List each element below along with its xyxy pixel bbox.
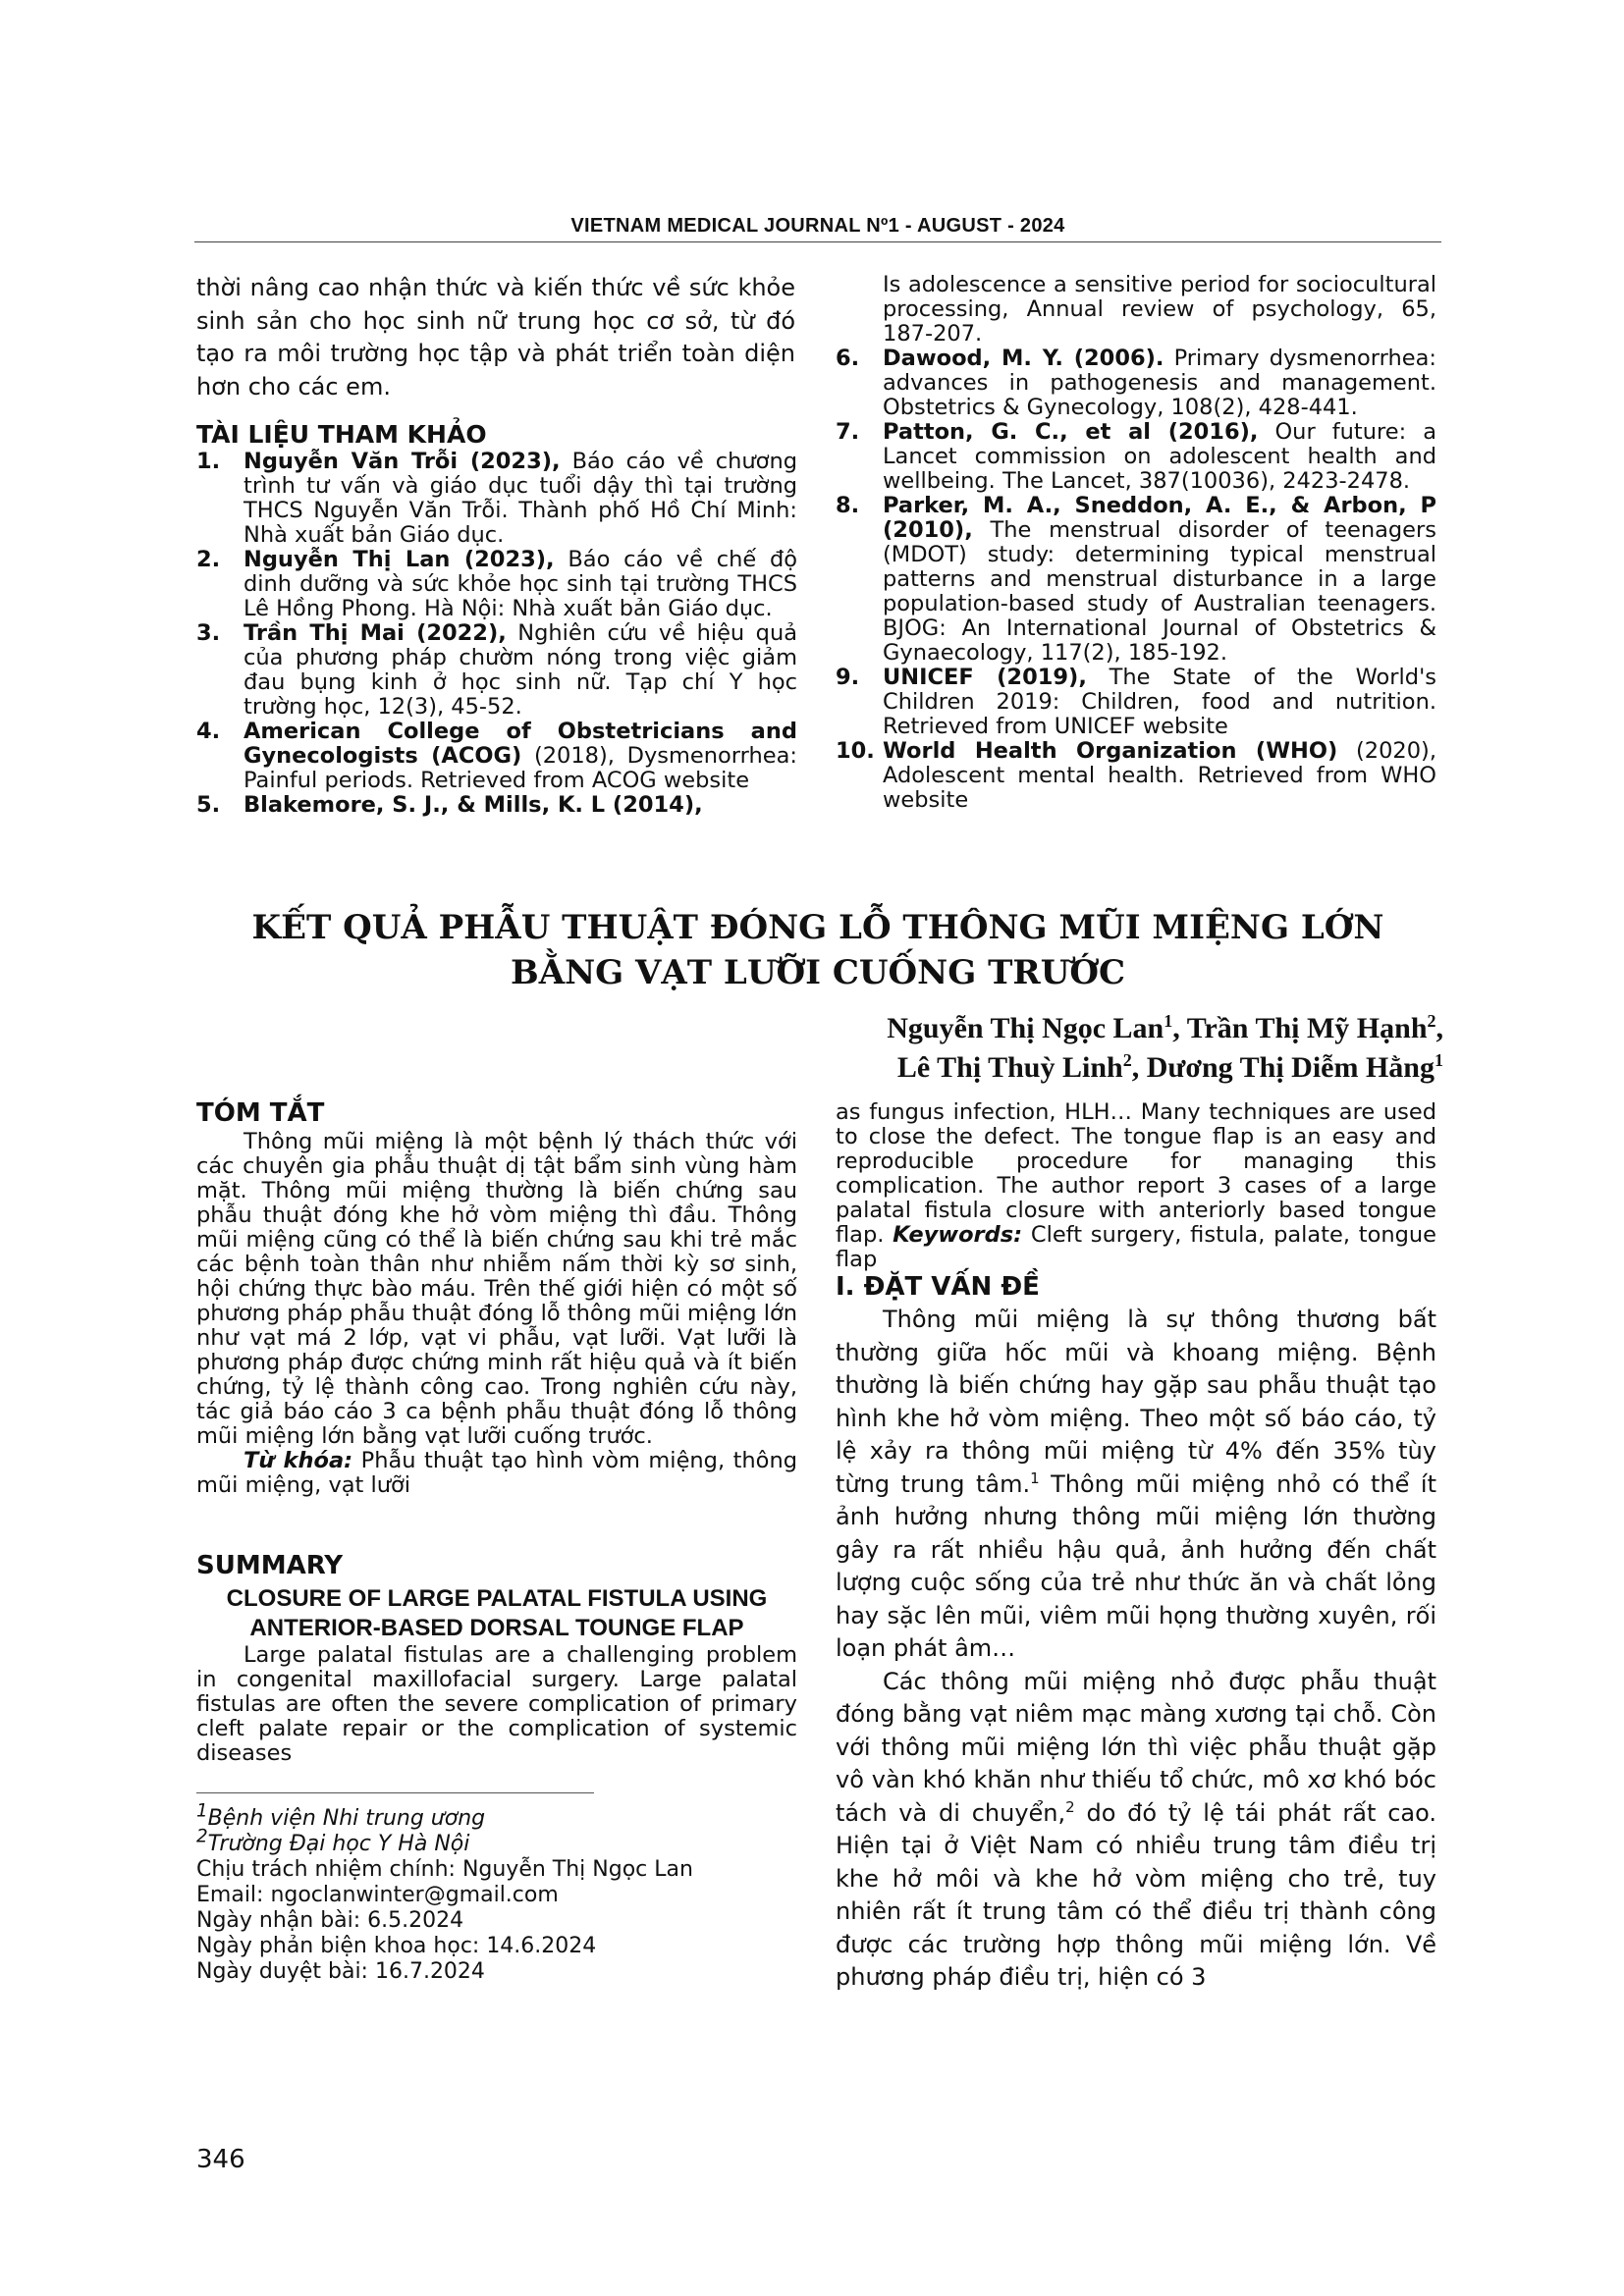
article-title <box>194 905 1441 995</box>
email: Email: ngoclanwinter@gmail.com <box>196 1883 559 1907</box>
running-header: VIETNAM MEDICAL JOURNAL Nº1 - AUGUST - 2024 <box>570 215 1065 237</box>
authors-line: Lê Thị Thuỳ Linh$^2$, Dương Thị Diễm Hằng$^1$ <box>896 1050 1443 1084</box>
authors <box>766 1009 1443 1088</box>
reference-item: 8. Parker, M. A., Sneddon, A. E., & Arbon, P (2010), The menstrual disorder of teenagers (MDOT) study: determining typical menstrual patterns and menstrual disturbance in a large population-based study of Australian teenagers. BJOG: An International Journal of Obstetrics & Gynaecology, 117(2), 185-192. <box>836 493 1436 666</box>
article-title-line: BẰNG VẠT LƯỠI CUỐNG TRƯỚC <box>510 953 1126 992</box>
intro-paragraph-2: Các thông mũi miệng nhỏ được phẫu thuật đóng bằng vạt niêm mạc màng xương tại chỗ. Còn với thông mũi miệng lớn thì việc phẫu thuật gặp vô vàn khó khăn như thiếu tổ chức, mô xơ khó bóc tách và di chuyển,$^2$ do đó tỷ lệ tái phát rất cao. Hiện tại ở Việt Nam có nhiều trung tâm điều trị khe hở môi và khe hở vòm miệng cho trẻ, tuy nhiên rất ít trung tâm có thể điều trị thành công được các trường hợp thông mũi miệng lớn. Về phương pháp điều trị, hiện có 3 <box>836 1667 1436 1991</box>
reference-item: 4. American College of Obstetricians and Gynecologists (ACOG) (2018), Dysmenorrhea: Painful periods. Retrieved from ACOG website <box>196 719 797 793</box>
reference-continuation: Is adolescence a sensitive period for sociocultural processing, Annual review of psychology, 65, 187-207. <box>883 272 1436 347</box>
reference-item: 9. UNICEF (2019), The State of the World's Children 2019: Children, food and nutrition. Retrieved from UNICEF website <box>836 665 1436 739</box>
intro-body <box>836 1304 1436 1995</box>
accepted-date: Ngày duyệt bài: 16.7.2024 <box>196 1959 485 1984</box>
footnote-rule <box>196 1792 594 1793</box>
summary-subtitle: CLOSURE OF LARGE PALATAL FISTULA USING ANTERIOR-BASED DORSAL TOUNGE FLAP <box>226 1585 768 1641</box>
intro-section <box>836 1272 1436 1995</box>
reference-item: 10. World Health Organization (WHO) (2020), Adolescent mental health. Retrieved from WHO website <box>836 738 1436 813</box>
summary-body: Large palatal fistulas are a challenging problem in congenital maxillofacial surgery. Large palatal fistulas are often the severe complication of primary cleft palate repair or the complication of systemic diseases <box>196 1642 797 1766</box>
abstract-keywords: Từ khóa: Phẫu thuật tạo hình vòm miệng, thông mũi miệng, vạt lưỡi <box>196 1448 797 1498</box>
reference-item: 1. Nguyễn Văn Trỗi (2023), Báo cáo về chương trình tư vấn và giáo dục tuổi dậy thì tại trường THCS Nguyễn Văn Trỗi. Thành phố Hồ Chí Minh: Nhà xuất bản Giáo dục. <box>196 449 797 548</box>
page-number: 346 <box>196 2145 245 2174</box>
abstract-vi-section <box>196 1098 797 1498</box>
summary-continued <box>836 1100 1436 1272</box>
reference-item: 2. Nguyễn Thị Lan (2023), Báo cáo về chế độ dinh dưỡng và sức khỏe học sinh tại trường THCS Lê Hồng Phong. Hà Nội: Nhà xuất bản Giáo dục. <box>196 547 797 621</box>
header-rule <box>194 241 1441 242</box>
intro-title: I. ĐẶT VẤN ĐỀ <box>836 1272 1040 1302</box>
footnotes <box>196 1800 805 1985</box>
reference-item: 3. Trần Thị Mai (2022), Nghiên cứu về hiệu quả của phương pháp chườm nóng trong việc giảm đau bụng kinh ở học sinh nữ. Tạp chí Y học trường học, 12(3), 45-52. <box>196 620 798 720</box>
reference-item: 5. Blakemore, S. J., & Mills, K. L (2014), <box>196 793 703 818</box>
abstract-body: Thông mũi miệng là một bệnh lý thách thức với các chuyên gia phẫu thuật dị tật bẩm sinh vùng hàm mặt. Thông mũi miệng thường là biến chứng sau phẫu thuật đóng khe hở vòm miệng thì đầu. Thông mũi miệng cũng có thể là biến chứng sau khi trẻ mắc các bệnh toàn thân như nhiễm nấm thời kỳ sơ sinh, hội chứng thực bào máu. Trên thế giới hiện có một số phương pháp phẫu thuật đóng lỗ thông mũi miệng lớn như vạt má 2 lớp, vạt vi phẫu, vạt lưỡi. Vạt lưỡi là phương pháp được chứng minh rất hiệu quả và ít biến chứng, tỷ lệ thành công cao. Trong nghiên cứu này, tác giả báo cáo 3 ca bệnh phẫu thuật đóng lỗ thông mũi miệng lớn bằng vạt lưỡi cuống trước. <box>196 1129 797 1449</box>
references-section <box>196 420 795 449</box>
intro-paragraph-1: Thông mũi miệng là sự thông thương bất thường giữa hốc mũi và khoang miệng. Bệnh thường là biến chứng hay gặp sau phẫu thuật tạo hình khe hở vòm miệng. Theo một số báo cáo, tỷ lệ xảy ra thông mũi miệng từ 4% đến 35% tùy từng trung tâm.$^1$ Thông mũi miệng nhỏ có thể ít ảnh hưởng nhưng thông mũi miệng lớn thường gây ra rất nhiều hậu quả, ảnh hưởng đến chất lượng cuộc sống của trẻ như thức ăn và chất lỏng hay sặc lên mũi, viêm mũi họng thường xuyên, rối loạn phát âm… <box>836 1306 1436 1662</box>
references-right <box>836 273 1436 813</box>
affiliation-1: $^1$Bệnh viện Nhi trung ương <box>196 1800 486 1831</box>
continued-paragraph: thời nâng cao nhận thức và kiến thức về sức khỏe sinh sản cho học sinh nữ trung học cơ sở, từ đó tạo ra môi trường học tập và phát triển toàn diện hơn cho các em. <box>196 274 795 400</box>
review-date: Ngày phản biện khoa học: 14.6.2024 <box>196 1934 597 1958</box>
authors-line: Nguyễn Thị Ngọc Lan$^1$, Trần Thị Mỹ Hạnh$^2$, <box>887 1011 1443 1044</box>
references-left <box>196 450 797 818</box>
article-title-line: KẾT QUẢ PHẪU THUẬT ĐÓNG LỖ THÔNG MŨI MIỆNG LỚN <box>251 908 1384 947</box>
summary-section <box>196 1551 797 1766</box>
references-title: TÀI LIỆU THAM KHẢO <box>196 420 487 449</box>
abstract-title: TÓM TẮT <box>196 1098 325 1128</box>
reference-item: 7. Patton, G. C., et al (2016), Our future: a Lancet commission on adolescent health and wellbeing. The Lancet, 387(10036), 2423-2478. <box>836 419 1436 494</box>
summary-title: SUMMARY <box>196 1551 344 1580</box>
reference-item: 6. Dawood, M. Y. (2006). Primary dysmenorrhea: advances in pathogenesis and management. Obstetrics & Gynecology, 108(2), 428-441. <box>836 346 1436 420</box>
summary-body-continued: as fungus infection, HLH… Many techniques are used to close the defect. The tongue flap is an easy and reproducible procedure for managing this complication. The author report 3 cases of a large palatal fistula closure with anteriorly based tongue flap. Keywords: Cleft surgery, fistula, palate, tongue flap <box>836 1099 1437 1272</box>
left-column-top <box>196 272 795 403</box>
affiliation-2: $^2$Trường Đại học Y Hà Nội <box>196 1826 470 1856</box>
received-date: Ngày nhận bài: 6.5.2024 <box>196 1908 464 1933</box>
corresponding-author: Chịu trách nhiệm chính: Nguyễn Thị Ngọc Lan <box>196 1857 693 1882</box>
